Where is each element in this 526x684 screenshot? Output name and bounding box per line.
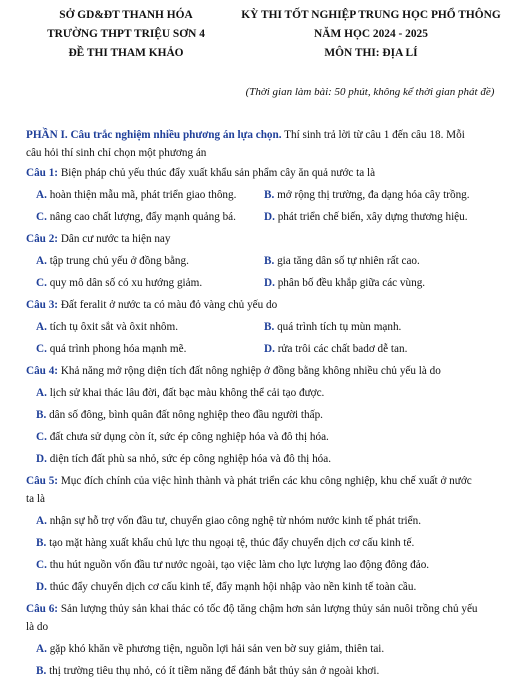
header-left [26,8,226,65]
option-letter: B. [264,321,275,333]
option-text: tích tụ ôxit sắt và ôxit nhôm. [46,321,179,333]
option-d[interactable] [36,580,416,594]
option-b[interactable] [36,408,323,422]
question-number: Câu 4: [26,365,59,377]
question-2 [26,232,171,246]
option-b[interactable] [36,536,414,550]
option-d[interactable] [264,342,407,356]
option-c[interactable] [36,342,186,356]
part-intro [26,128,465,142]
time-note: (Thời gian làm bài: 50 phút, không kể thời gian phát đề) [245,86,495,98]
option-a[interactable] [36,642,384,656]
option-letter: C. [36,431,47,443]
option-c[interactable] [36,210,236,224]
part-title: PHẦN I. Câu trắc nghiệm nhiều phương án lựa chọn. [26,129,282,141]
option-a[interactable] [36,386,324,400]
option-text: lịch sử khai thác lâu đời, đất bạc màu không thể cải tạo được. [46,387,325,399]
option-c[interactable] [36,430,329,444]
option-c[interactable] [36,558,429,572]
option-d[interactable] [264,210,468,224]
option-text: dân số đông, bình quân đất nông nghiệp theo đầu người thấp. [46,409,323,421]
subject: MÔN THI: ĐỊA LÍ [324,47,418,59]
option-b[interactable] [264,320,401,334]
option-text: thúc đẩy chuyển dịch cơ cấu kinh tế, đẩy mạnh hội nhập vào nền kinh tế toàn cầu. [46,581,417,593]
option-text: rửa trôi các chất badơ dễ tan. [274,343,408,355]
option-text: tạo mặt hàng xuất khẩu chủ lực thu ngoại tệ, thúc đẩy chuyển dịch cơ cấu kinh tế. [46,537,415,549]
option-letter: D. [264,277,275,289]
question-stem: Dân cư nước ta hiện nay [58,233,171,245]
option-letter: B. [36,409,47,421]
question-1 [26,166,375,180]
option-letter: B. [264,255,275,267]
question-stem-line2: là do [26,621,49,633]
question-stem: Mục đích chính của việc hình thành và phát triển các khu công nghiệp, khu chế xuất ở nước [58,475,472,487]
option-text: gia tăng dân số tự nhiên rất cao. [274,255,420,267]
option-text: phân bố đều khắp giữa các vùng. [274,277,426,289]
option-text: phát triển chế biến, xây dựng thương hiệu. [274,211,468,223]
option-d[interactable] [36,452,331,466]
option-text: hoàn thiện mẫu mã, phát triển giao thông. [46,189,237,201]
exam-type: ĐỀ THI THAM KHẢO [68,47,184,59]
option-a[interactable] [36,514,421,528]
option-a[interactable] [36,254,189,268]
question-4 [26,364,441,378]
option-letter: A. [36,387,47,399]
option-text: diện tích đất phù sa nhỏ, sức ép công nghiệp hóa và đô thị hóa. [46,453,332,465]
question-3 [26,298,277,312]
option-a[interactable] [36,320,178,334]
question-number: Câu 3: [26,299,59,311]
option-letter: A. [36,515,47,527]
option-letter: D. [264,211,275,223]
question-number: Câu 5: [26,475,59,487]
option-letter: C. [36,277,47,289]
question-stem: Đất feralit ở nước ta có màu đỏ vàng chủ yếu do [58,299,278,311]
option-letter: B. [264,189,275,201]
option-text: thị trường tiêu thụ nhỏ, có ít tiềm năng để đánh bắt thủy sản ở ngoài khơi. [46,665,380,677]
option-b[interactable] [36,664,379,678]
option-text: quá trình tích tụ mùn mạnh. [274,321,402,333]
option-b[interactable] [264,254,420,268]
part-intro-line2: câu hỏi thí sinh chỉ chọn một phương án [26,147,207,159]
question-number: Câu 2: [26,233,59,245]
option-b[interactable] [264,188,470,202]
part-intro-text: Thí sinh trả lời từ câu 1 đến câu 18. Mỗi [281,129,465,141]
question-5 [26,474,472,488]
option-text: tập trung chủ yếu ở đồng bằng. [46,255,189,267]
option-letter: A. [36,189,47,201]
option-text: gặp khó khăn về phương tiện, nguồn lợi hải sản ven bờ suy giảm, thiên tai. [46,643,385,655]
option-text: đất chưa sử dụng còn ít, sức ép công nghiệp hóa và đô thị hóa. [46,431,329,443]
option-letter: A. [36,643,47,655]
option-a[interactable] [36,188,236,202]
option-letter: B. [36,665,47,677]
option-letter: C. [36,211,47,223]
option-text: quy mô dân số có xu hướng giảm. [46,277,203,289]
question-stem: Sản lượng thủy sản khai thác có tốc độ tăng chậm hơn sản lượng thủy sản nuôi trồng chủ yếu [58,603,478,615]
option-letter: A. [36,321,47,333]
question-6 [26,602,478,616]
option-letter: D. [36,453,47,465]
department-name: SỞ GD&ĐT THANH HÓA [59,9,193,21]
question-stem: Biện pháp chủ yếu thúc đẩy xuất khẩu sản phẩm cây ăn quả nước ta là [58,167,376,179]
school-name: TRƯỜNG THPT TRIỆU SƠN 4 [47,28,205,40]
question-number: Câu 6: [26,603,59,615]
question-stem-line2: ta là [26,493,45,505]
header-right [222,8,520,65]
option-text: nhận sự hỗ trợ vốn đầu tư, chuyển giao công nghệ từ nhóm nước kinh tế phát triển. [46,515,422,527]
question-stem: Khả năng mở rộng diện tích đất nông nghiệp ở đồng bằng không nhiều chủ yếu là do [58,365,441,377]
option-d[interactable] [264,276,425,290]
option-text: nâng cao chất lượng, đẩy mạnh quảng bá. [46,211,236,223]
option-letter: D. [36,581,47,593]
school-year: NĂM HỌC 2024 - 2025 [314,28,428,40]
option-letter: A. [36,255,47,267]
exam-title: KỲ THI TỐT NGHIỆP TRUNG HỌC PHỔ THÔNG [241,9,501,21]
option-letter: B. [36,537,47,549]
option-letter: C. [36,559,47,571]
option-text: thu hút nguồn vốn đầu tư nước ngoài, tạo việc làm cho lực lượng lao động đông đảo. [46,559,430,571]
option-text: quá trình phong hóa mạnh mẽ. [46,343,187,355]
option-letter: D. [264,343,275,355]
question-number: Câu 1: [26,167,59,179]
option-letter: C. [36,343,47,355]
option-text: mở rộng thị trường, đa dạng hóa cây trồng. [274,189,470,201]
option-c[interactable] [36,276,202,290]
